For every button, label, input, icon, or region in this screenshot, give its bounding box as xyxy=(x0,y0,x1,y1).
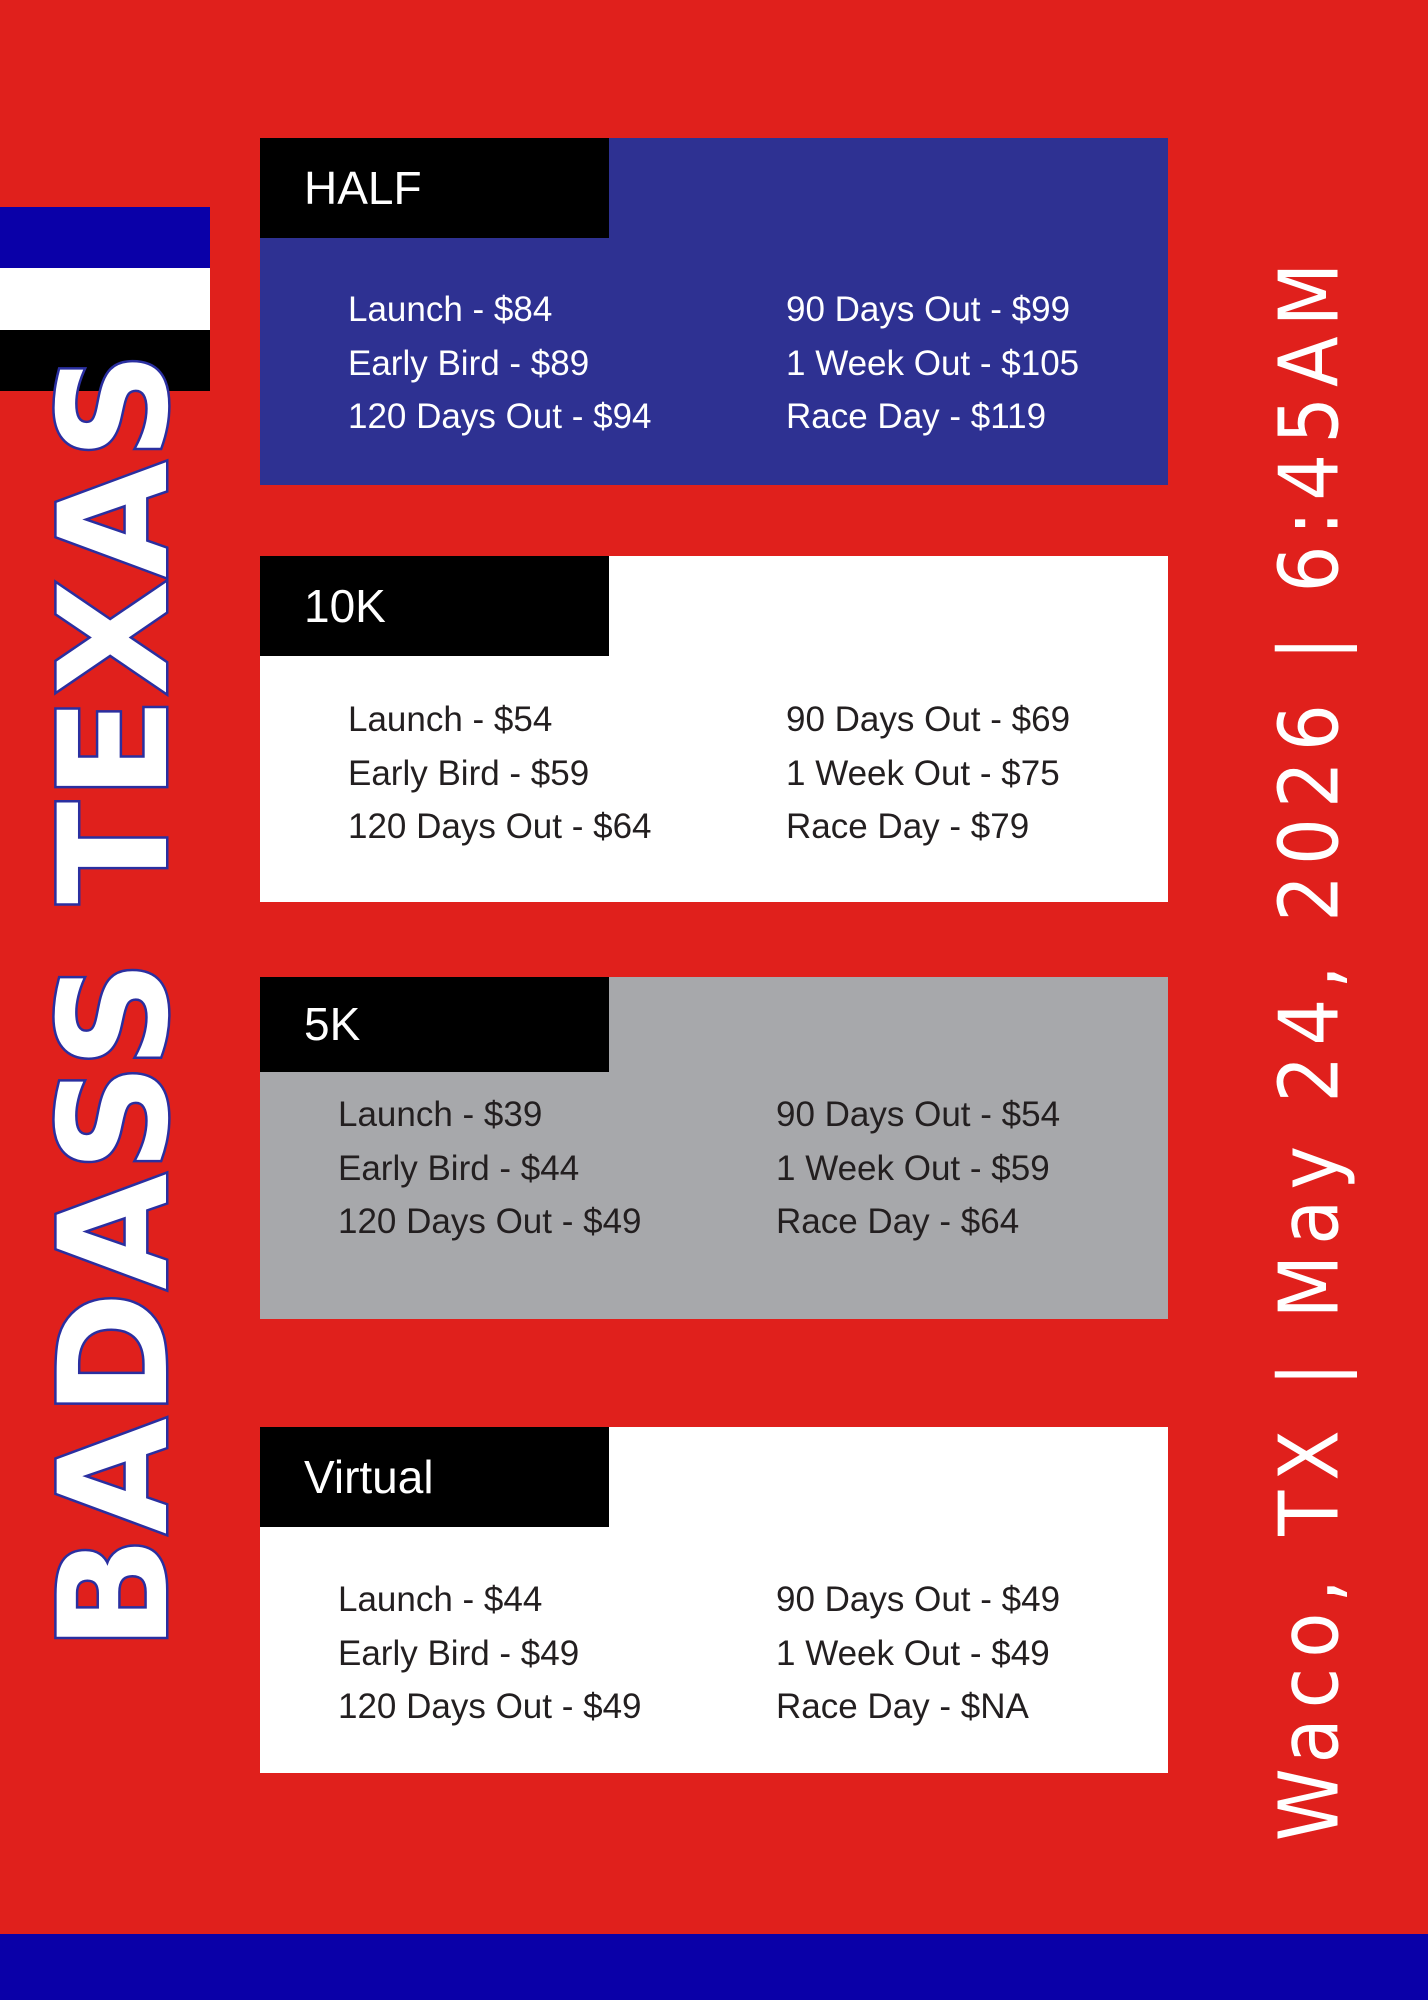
price-card-virtual xyxy=(260,1427,1168,1773)
price-column-right xyxy=(776,1088,1156,1249)
price-item: 1 Week Out - $75 xyxy=(786,753,1060,793)
price-list xyxy=(260,1088,1168,1249)
price-item: Race Day - $79 xyxy=(786,807,1030,846)
price-item: 90 Days Out - $69 xyxy=(786,700,1071,739)
price-column-right xyxy=(786,693,1166,854)
price-list xyxy=(260,1573,1168,1734)
price-card-10k xyxy=(260,556,1168,902)
price-column-left xyxy=(338,1573,776,1734)
price-item: Launch - $54 xyxy=(348,700,553,739)
flag-blue-stripe xyxy=(0,207,210,268)
price-item: Race Day - $119 xyxy=(786,397,1047,436)
price-column-right xyxy=(786,283,1166,444)
price-item: Launch - $84 xyxy=(348,290,553,329)
brand-title: BADASS TEXAS xyxy=(28,349,202,1651)
price-item: Early Bird - $59 xyxy=(348,753,590,793)
price-column-left xyxy=(348,693,786,854)
flag-white-stripe xyxy=(0,268,210,329)
price-item: Race Day - $64 xyxy=(776,1202,1020,1241)
price-item: 90 Days Out - $54 xyxy=(776,1095,1061,1134)
race-name: Virtual xyxy=(260,1427,609,1527)
price-list xyxy=(260,283,1168,444)
price-item: Early Bird - $49 xyxy=(338,1633,580,1673)
race-name: HALF xyxy=(260,138,609,238)
price-card-5k xyxy=(260,977,1168,1319)
price-item: Launch - $39 xyxy=(338,1095,543,1134)
price-item: 90 Days Out - $99 xyxy=(786,290,1071,329)
price-item: 1 Week Out - $59 xyxy=(776,1148,1050,1188)
price-card-half xyxy=(260,138,1168,485)
race-name: 10K xyxy=(260,556,609,656)
price-item: Launch - $44 xyxy=(338,1580,543,1619)
price-item: 120 Days Out - $49 xyxy=(338,1687,642,1726)
price-item: 1 Week Out - $49 xyxy=(776,1633,1050,1673)
bottom-blue-band xyxy=(0,1934,1428,2000)
price-item: Early Bird - $89 xyxy=(348,343,590,383)
price-item: 120 Days Out - $64 xyxy=(348,807,652,846)
price-column-left xyxy=(338,1088,776,1249)
price-column-right xyxy=(776,1573,1156,1734)
price-list xyxy=(260,693,1168,854)
race-name: 5K xyxy=(260,977,609,1072)
price-item: 90 Days Out - $49 xyxy=(776,1580,1061,1619)
price-item: 1 Week Out - $105 xyxy=(786,343,1080,383)
price-item: 120 Days Out - $49 xyxy=(338,1202,642,1241)
price-item: Race Day - $NA xyxy=(776,1687,1029,1726)
price-column-left xyxy=(348,283,786,444)
price-item: Early Bird - $44 xyxy=(338,1148,580,1188)
price-item: 120 Days Out - $94 xyxy=(348,397,652,436)
event-info: Waco, TX | May 24, 2026 | 6:45AM xyxy=(1262,252,1358,1842)
